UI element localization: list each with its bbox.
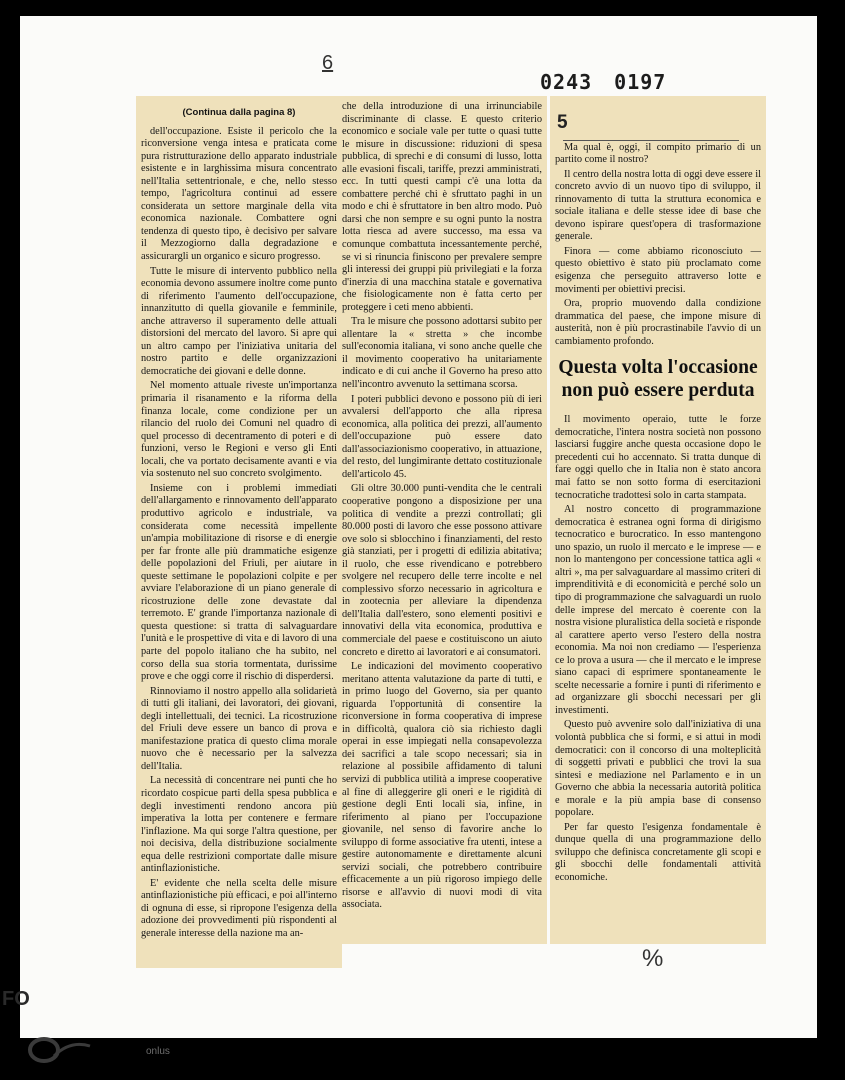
paragraph: Tutte le misure di intervento pubblico nella economia devono assumere inoltre come punto di riferimento l'aumento dell'occupazione, innanzitutto di quella giovanile e femminile, anche attraverso il superamento delle attuali distorsioni del mercato del lavoro. Si apre qui un altro campo per l'iniziativa unitaria del nostro partito e delle organizzazioni democratiche dei giovani e delle donne. xyxy=(141,265,337,377)
continuation-note: (Continua dalla pagina 8) xyxy=(182,107,296,118)
paragraph: E' evidente che nella scelta delle misure antinflazionistiche più efficaci, e poi all'interno di ognuna di esse, si ripropone l'esigenza della adozione dei provvedimenti più rispondenti al generale interesse della nazione ma an- xyxy=(141,877,337,939)
clipping-column-2 xyxy=(337,96,547,944)
handwritten-mark: % xyxy=(642,945,664,972)
column-3-text xyxy=(555,101,761,887)
archive-stamp xyxy=(540,70,666,94)
paragraph: Al nostro concetto di programmazione democratica è estranea ogni forma di dirigismo tecnocratico e burocratico. In esso mantengono uno spazio, un ruolo il mercato e le imprese — e non lo mantengono per concessione tattica agli « altri », ma per salvaguardare al massimo criteri di imprenditività e di economicità e perché solo un tipo di programmazione che salvaguardi un ruolo delle imprese del mercato è coerente con la nostra visione pluralistica della società e risponde al carattere aperto verso l'estero della nostra economia. Ma noi non crediamo — l'esperienza ce lo prova a usura — che il mercato e le imprese siano capaci di esprimere spontaneamente le scelte necessarie a fornire i punti di riferimento e ad organizzare gli sbocchi necessari per gli investimenti. xyxy=(555,504,761,716)
paragraph: Le indicazioni del movimento cooperativo meritano attenta valutazione da parte di tutti, e in primo luogo del Governo, sia per quanto riguarda l'opportunità di consentire la riconversione in forma cooperativa di imprese in difficoltà, qualora ciò sia richiesto dagli operai in esse impiegati nella consapevolezza dei sacrifici a tale scopo necessari; sia in relazione al possibile affidamento di taluni servizi di pubblica utilità a imprese cooperative al fine di alleggerire gli oneri e le rigidità di gestione degli Enti locali sia, infine, in riferimento al piano per l'occupazione giovanile, nel senso di favorire anche lo sviluppo di forme associative fra utenti, intese a gestire autonomamente e direttamente alcuni servizi sociali, che potrebbero contribuire efficacemente a un più rigoroso impiego delle risorse e all'avvio di nuovi modi di vita associata. xyxy=(342,661,542,911)
paragraph: Gli oltre 30.000 punti-vendita che le centrali cooperative pongono a disposizione per una politica di vendite a prezzi controllati; gli 80.000 posti di lavoro che esse possono attivare ove solo si sblocchino i finanziamenti, del resto già stanziati, per i progetti di edilizia abitativa; il ruolo, che esse rivendicano e potrebbero svolgere nel recupero delle terre incolte e nel complessivo sforzo necessario in agricoltura e in zootecnia per alleviare la dipendenza dell'Italia dall'estero, sono elementi positivi e innovativi della vita economica, produttiva e commerciale del paese e costituiscono un aiuto concreto e diretto ai lavoratori e ai consumatori. xyxy=(342,483,542,658)
paragraph: Per far questo l'esigenza fondamentale è dunque quella di una programmazione dello sviluppo che definisca concretamente gli scopi e gli sbocchi delle fondamentali attività economiche. xyxy=(555,821,761,883)
column-1-text xyxy=(141,101,337,943)
clipping-column-3 xyxy=(550,96,766,944)
watermark-suffix: onlus xyxy=(146,1046,170,1057)
paragraph: Il movimento operaio, tutte le forze democratiche, l'intera nostra società non possono lasciarsi fuggire anche questa occasione dopo le precedenti cui ho accennato. Si tratta dunque di fare oggi quello che in Italia non è stato ancora mai fatto se non sotto forma di esercitazioni tecnocratiche tradottesi solo in carta stampata. xyxy=(555,414,761,501)
stamp-right-number: 0197 xyxy=(614,70,667,94)
paragraph: Finora — come abbiamo riconosciuto — questo obiettivo è stato più proclamato come esigenza che perseguito attraverso lotte e movimenti per obiettivi precisi. xyxy=(555,245,761,295)
paragraph: dell'occupazione. Esiste il pericolo che la riconversione venga intesa e praticata come pura ristrutturazione dello apparato industriale esistente e in larghissima misura concentrato nell'Italia settentrionale, e che, nello stesso tempo, l'agricoltura continui ad essere considerata un settore marginale della vita economica nazionale. Combattere ogni tendenza di questo tipo, è decisivo per salvare il Mezzogiorno dalla degradazione e assicurargli un organico e sicuro progresso. xyxy=(141,125,337,263)
section-rule xyxy=(563,140,739,141)
paragraph: Questo può avvenire solo dall'iniziativa di una volontà pubblica che si formi, e si attui in modi democratici: con il concorso di una molteplicità di soggetti privati e pubblici che trovi la sua sintesi e mediazione nel Parlamento e in un Governo che abbia la necessaria autorità politica e morale e la più ampia base di consenso popolare. xyxy=(555,719,761,819)
column-2-text xyxy=(342,101,542,914)
paragraph: Ma qual è, oggi, il compito primario di un partito come il nostro? xyxy=(555,141,761,166)
paragraph: La necessità di concentrare nei punti che ho ricordato cospicue parti della spesa pubblica e degli investimenti rendono ancora più imperativa la lotta per contenere e fermare l'inflazione. Ma qui sorge l'altra questione, per noi decisiva, della distribuzione socialmente equa delle restrizioni comportate dalle misure antinflazionistiche. xyxy=(141,775,337,875)
paragraph: Rinnoviamo il nostro appello alla solidarietà di tutti gli italiani, dei lavoratori, dei giovani, degli intellettuali, dei tecnici. La ricostruzione del Friuli deve essere un banco di prova e manifestazione pratica di questo clima morale nuovo che è necessario per la salvezza dell'Italia. xyxy=(141,685,337,772)
paragraph: I poteri pubblici devono e possono più di ieri avvalersi dell'apporto che alla ripresa economica, alla politica dei prezzi, all'aumento dell'occupazione può essere dato dall'associazionismo cooperativo, in attuazione, del resto, del lungimirante dettato costituzionale dell'articolo 45. xyxy=(342,393,542,480)
article-headline: Questa volta l'occasione non può essere perduta xyxy=(558,357,758,402)
paragraph: Ora, proprio muovendo dalla condizione drammatica del paese, che impone misure di austerità, non è più procrastinabile l'avvio di un cambiamento profondo. xyxy=(555,298,761,347)
paragraph: Il centro della nostra lotta di oggi deve essere il concreto avvio di un nuovo tipo di sviluppo, il rinnovamento di tutta la struttura economica e sociale italiana e delle stesse idee di base che devono ispirare quest'opera di trasformazione generale. xyxy=(555,168,761,243)
paragraph: che della introduzione di una irrinunciabile discriminante di classe. E questo criterio economico e sociale vale per tutte o quasi tutte le misure in discussione: riduzioni di spesa pubblica, di sprechi e di consumi di lusso, lotta alle evasioni fiscali, tariffe, prezzi amministrati, ecc. In tutti questi campi c'è una lotta da combattere perché chi è sfruttato paghi in un modo e chi è sfruttatore in ben altro modo. Può darsi che non sempre e su ogni punto la nostra lotta riesca ad avere successo, ma essa va comunque combattuta incessantemente perché, se vi si rinuncia finiscono per prevalere sempre gli interessi dei gruppi più privilegiati e la forza d'inerzia di una macchina statale e governativa che fisiologicamente non è fatta certo per proteggere i ceti meno abbienti. xyxy=(342,101,542,313)
section-number: 5 xyxy=(557,112,568,133)
watermark-logo-icon xyxy=(24,1036,92,1064)
watermark-text: FO xyxy=(2,988,30,1010)
handwritten-page-number: 6 xyxy=(322,52,334,74)
paragraph: Tra le misure che possono adottarsi subito per allentare la « stretta » che incombe sull'economia italiana, vi sono anche quelle che il movimento cooperativo ha unitariamente indicato e di cui anche il Governo ha preso atto nell'incontro avvenuto la settimana scorsa. xyxy=(342,316,542,391)
stamp-left-number: 0243 xyxy=(540,70,593,94)
clipping-column-1 xyxy=(136,96,342,968)
paragraph: Insieme con i problemi immediati dell'allargamento e rinnovamento dell'apparato produttivo agricolo e industriale, va considerata come necessità impellente un'ampia mobilitazione di risorse e di energie per far fronte alle più drammatiche esigenze delle popolazioni del Friuli, per aiutare in queste settimane le popolazioni colpite e per avviare l'elaborazione di un piano generale di ricostruzione delle zone devastate dal terremoto. E' grande l'importanza nazionale di questa questione: si tratta di salvaguardare l'unità e le prospettive di vita e di lavoro di una parte del popolo italiano che ha subito, nel corso della sua storia tormentata, durissime prove e che oggi corre il rischio di disperdersi. xyxy=(141,482,337,683)
paragraph: Nel momento attuale riveste un'importanza primaria il risanamento e la riforma della finanza locale, come condizione per un rilancio del ruolo dei Comuni nel quadro di quel processo di decentramento di poteri e di funzioni, verso le Regioni e verso gli Enti locali, che va portato decisamente avanti e via via sostenuto nel suo concreto svolgimento. xyxy=(141,380,337,480)
